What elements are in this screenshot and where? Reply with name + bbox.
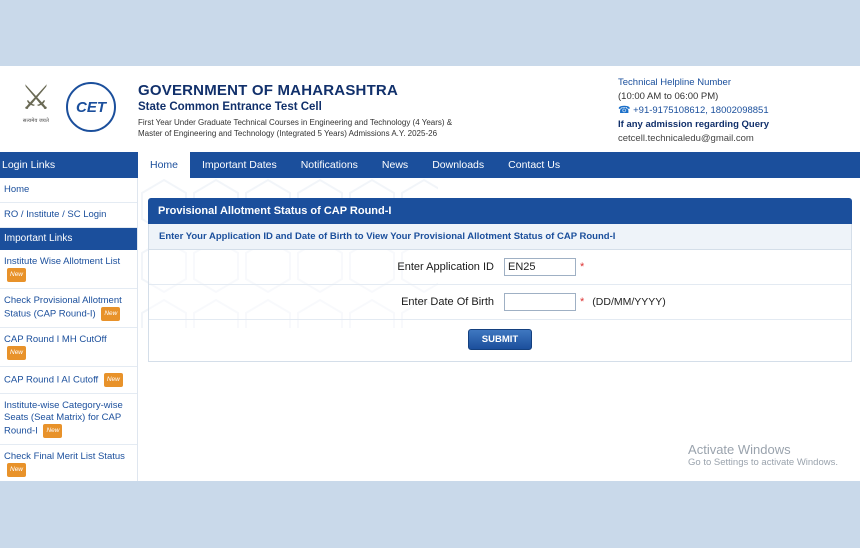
application-id-label: Enter Application ID	[397, 261, 494, 273]
date-format-hint: (DD/MM/YYYY)	[592, 296, 666, 308]
submit-row	[149, 320, 851, 361]
application-id-row	[149, 250, 851, 285]
panel-instruction: Enter Your Application ID and Date of Birth to View Your Provisional Allotment Status of CAP Round-I	[148, 224, 852, 250]
submit-button[interactable]: SUBMIT	[468, 329, 532, 350]
required-asterisk: *	[580, 296, 585, 308]
sidebar-item-seat-matrix-cap-round-i[interactable]	[0, 394, 137, 445]
org-description: First Year Under Graduate Technical Courses in Engineering and Technology (4 Years) & Master of Engineering and Technology (Integrated 5 Years) Admissions A.Y. 2025-26	[138, 118, 453, 138]
application-id-input[interactable]	[504, 258, 576, 276]
sidebar-item-cap-round-i-mh-cutoff[interactable]	[0, 328, 137, 367]
date-of-birth-input[interactable]	[504, 293, 576, 311]
site-title-block	[138, 82, 468, 139]
cet-cell-logo	[66, 82, 116, 132]
org-title: GOVERNMENT OF MAHARASHTRA	[138, 82, 398, 99]
page-body	[0, 178, 860, 481]
sidebar	[0, 178, 138, 481]
helpline-phone-row	[618, 104, 853, 118]
sidebar-item-institute-wise-allotment-list[interactable]	[0, 250, 137, 289]
new-badge: New	[101, 307, 120, 321]
helpline-title: Technical Helpline Number	[618, 77, 731, 88]
new-badge: New	[7, 463, 26, 477]
browser-page	[0, 66, 860, 481]
sidebar-item-home[interactable]: Home	[0, 178, 137, 203]
helpline-query-line: If any admission regarding Query	[618, 119, 769, 130]
nav-item-notifications[interactable]: Notifications	[300, 159, 358, 171]
required-asterisk: *	[580, 261, 585, 273]
sidebar-item-ro-institute-sc-login[interactable]: RO / Institute / SC Login	[0, 203, 137, 228]
india-emblem-icon	[12, 78, 60, 140]
main-navbar	[0, 152, 860, 178]
new-badge: New	[43, 424, 62, 438]
helpline-phone: +91-9175108612, 18002098851	[633, 105, 769, 116]
helpline-email: cetcell.technicaledu@gmail.com	[618, 133, 754, 144]
sidebar-item-label: Institute Wise Allotment List	[4, 256, 121, 267]
sidebar-item-label: Institute-wise Category-wise Seats (Seat Matrix) for CAP Round-I	[4, 400, 123, 437]
nav-item-news[interactable]: News	[381, 159, 409, 171]
new-badge: New	[7, 346, 26, 360]
sidebar-item-label: Check Provisional Allotment Status (CAP Round-I)	[4, 295, 122, 320]
sidebar-item-label: CAP Round I MH CutOff	[4, 334, 107, 345]
emblem-caption: सत्यमेव जयते	[22, 118, 50, 124]
cet-logo-text: CET	[76, 98, 106, 116]
nav-item-important-dates[interactable]: Important Dates	[202, 159, 277, 171]
nav-item-contact-us[interactable]: Contact Us	[508, 159, 561, 171]
nav-item-home[interactable]: Home	[138, 152, 190, 178]
sidebar-item-label: CAP Round I AI Cutoff	[4, 374, 99, 386]
helpline-hours: (10:00 AM to 06:00 PM)	[618, 91, 719, 102]
sidebar-item-cap-round-i-ai-cutoff[interactable]	[0, 367, 137, 394]
activation-subtitle: Go to Settings to activate Windows.	[688, 457, 838, 468]
helpline-block	[618, 76, 853, 146]
activation-title: Activate Windows	[688, 442, 791, 457]
org-subtitle: State Common Entrance Test Cell	[138, 101, 322, 113]
sidebar-item-check-provisional-allotment-status[interactable]	[0, 289, 137, 328]
sidebar-item-label: Check Final Merit List Status	[4, 451, 125, 462]
date-of-birth-label: Enter Date Of Birth	[401, 296, 494, 308]
panel-title: Provisional Allotment Status of CAP Round-I	[148, 198, 852, 224]
windows-activation-watermark	[688, 442, 838, 468]
emblem-glyph: ⚔	[20, 79, 52, 117]
content-area	[138, 178, 860, 481]
date-of-birth-row	[149, 285, 851, 320]
sidebar-header-important-links: Important Links	[0, 228, 137, 250]
nav-item-downloads[interactable]: Downloads	[432, 159, 485, 171]
allotment-status-panel	[148, 198, 852, 362]
sidebar-item-check-final-merit-list-status[interactable]	[0, 445, 137, 481]
login-links-header: Login Links	[0, 152, 138, 178]
phone-icon: ☎	[618, 105, 631, 116]
site-header	[0, 66, 860, 152]
new-badge: New	[104, 373, 123, 387]
new-badge: New	[7, 268, 26, 282]
allotment-form	[148, 250, 852, 362]
nav-items	[138, 152, 860, 178]
